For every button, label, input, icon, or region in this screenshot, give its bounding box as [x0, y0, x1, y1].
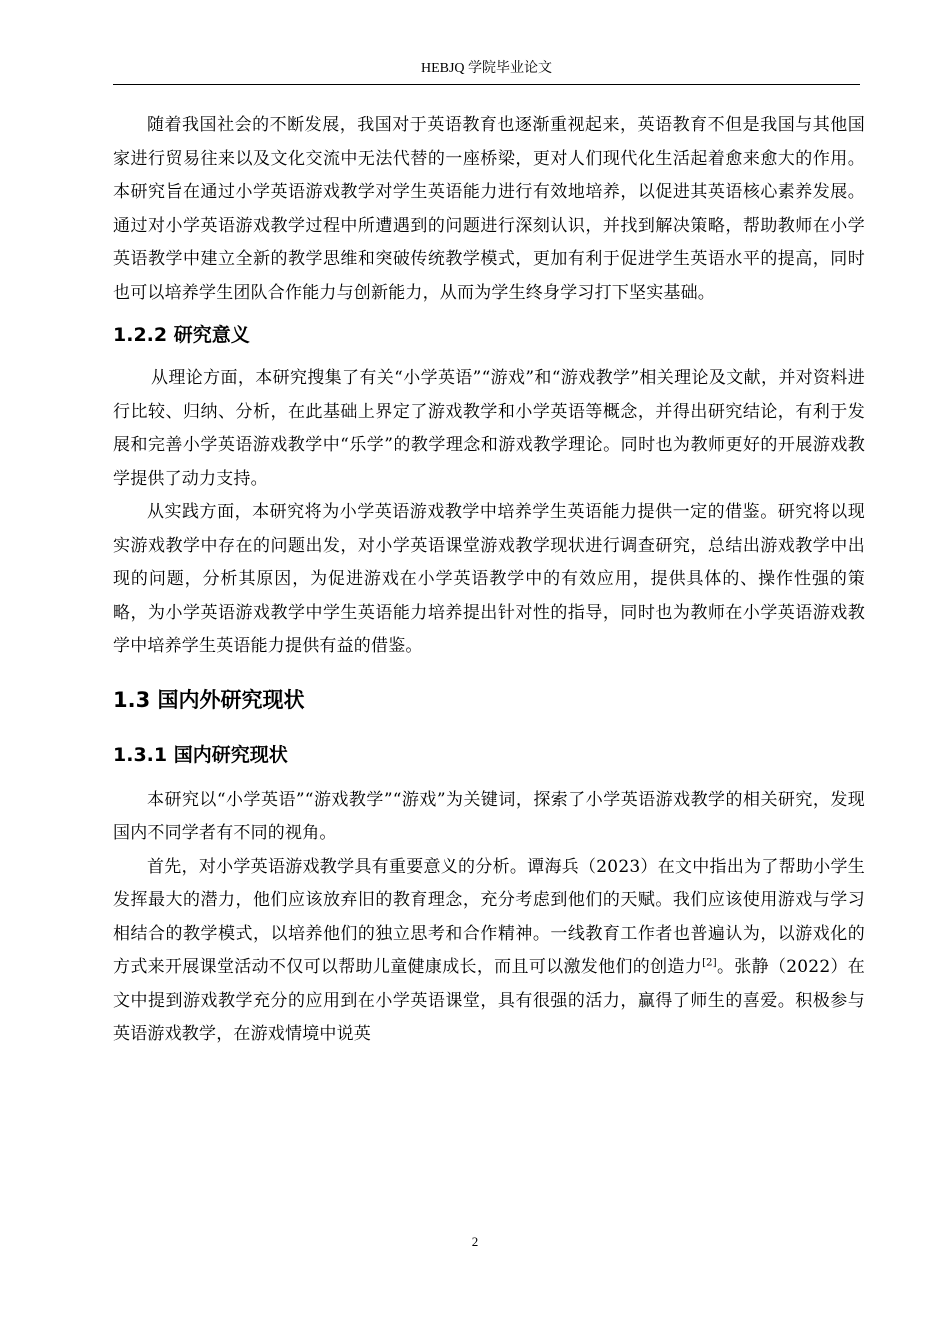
heading-1-3-1: 1.3.1 国内研究现状	[113, 743, 288, 766]
heading-1-2-2: 1.2.2 研究意义	[113, 324, 250, 346]
page-number: 2	[471, 1234, 479, 1249]
paragraph-text-part: 。张静（2022）在文中提到游戏教学充分的应用到在小学英语课堂，具有很强的活力，赢得了师生的喜爱。积极参与英语游戏教学，在游戏情境中说英	[113, 957, 865, 1044]
paragraph-research-purpose: 随着我国社会的不断发展，我国对于英语教育也逐渐重视起来，英语教育不但是我国与其他国家进行贸易往来以及文化交流中无法代替的一座桥梁，更对人们现代化生活起着愈来愈大的作用。本研究旨在通过小学英语游戏教学对学生英语能力进行有效地培养，以促进其英语核心素养发展。通过对小学英语游戏教学过程中所遭遇到的问题进行深刻认识，并找到解决策略，帮助教师在小学英语教学中建立全新的教学思维和突破传统教学模式，更加有利于促进学生英语水平的提高，同时也可以培养学生团队合作能力与创新能力，从而为学生终身学习打下坚实基础。	[113, 115, 865, 303]
paragraph-domestic-intro: 本研究以“小学英语”“游戏教学”“游戏”为关键词，探索了小学英语游戏教学的相关研究，发现国内不同学者有不同的视角。	[113, 789, 865, 843]
header-divider	[113, 84, 860, 85]
paragraph-practical-significance: 从实践方面，本研究将为小学英语游戏教学中培养学生英语能力提供一定的借鉴。研究将以现实游戏教学中存在的问题出发，对小学英语课堂游戏教学现状进行调查研究，总结出游戏教学中出现的问题，分析其原因，为促进游戏在小学英语教学中的有效应用，提供具体的、操作性强的策略，为小学英语游戏教学中学生英语能力培养提出针对性的指导，同时也为教师在小学英语游戏教学中培养学生英语能力提供有益的借鉴。	[113, 502, 865, 656]
citation-reference: [2]	[702, 957, 717, 969]
page-body	[113, 109, 865, 1052]
paragraph-domestic-first	[113, 851, 865, 1052]
heading-1-3: 1.3 国内外研究现状	[113, 687, 305, 712]
paragraph-theoretical-significance: 从理论方面，本研究搜集了有关“小学英语”“游戏”和“游戏教学”相关理论及文献，并对资料进行比较、归纳、分析，在此基础上界定了游戏教学和小学英语等概念，并得出研究结论，有利于发展和完善小学英语游戏教学中“乐学”的教学理念和游戏教学理论。同时也为教师更好的开展游戏教学提供了动力支持。	[113, 368, 865, 489]
paragraph-text-part: 首先，对小学英语游戏教学具有重要意义的分析。谭海兵（2023）在文中指出为了帮助小学生发挥最大的潜力，他们应该放弃旧的教育理念，充分考虑到他们的天赋。我们应该使用游戏与学习相结合的教学模式，以培养他们的独立思考和合作精神。一线教育工作者也普遍认为，以游戏化的方式来开展课堂活动不仅可以帮助儿童健康成长，而且可以激发他们的创造力	[113, 856, 865, 977]
page-header: HEBJQ 学院毕业论文	[420, 61, 553, 76]
